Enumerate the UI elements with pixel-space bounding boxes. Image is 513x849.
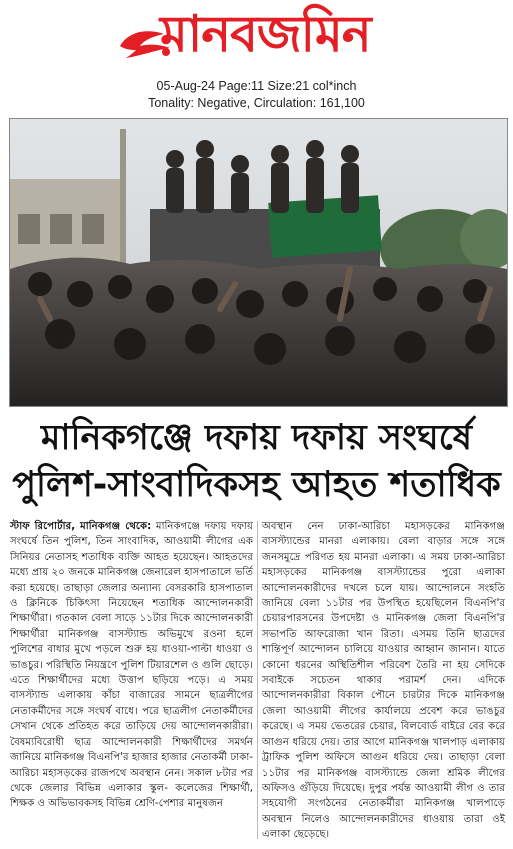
headline-line-1: মানিকগঞ্জে দফায় দফায় সংঘর্ষে <box>40 418 473 458</box>
article-body-part-2: অবস্থান নেন ঢাকা-আরিচা মহাসড়কের মানিকগঞ্জ বাসস্ট্যান্ডের মানরা এলাকায়। বেলা বাড়ার সঙ্গে সঙ্গে জনসমুদ্রে পরিণত হয় মানরা এলাকা। এ সময় ঢাকা-আরিচা মহাসড়কের মানিকগঞ্জ বাসস্ট্যান্ডের পুরো এলাকা আন্দোলনকারীদের দখলে চলে যায়। আন্দোলনে সংহতি জানিয়ে বেলা ১১টার পর উপস্থিত হয়েছিলেন বিএনপি'র চেয়ারপারসনের উপদেষ্টা ও মানিকগঞ্জ জেলা বিএনপি'র সভাপতি আফরোজা খান রিতা। এসময় তিনি ছাত্রদের শান্তিপূর্ণ আন্দোলন চালিয়ে যাওয়ার আহ্বান জানান। যাতে কোনো ধরনের অস্থিতিশীল পরিবেশ তৈরি না হয় সেদিকে সবাইকে সচেতন থাকার পরামর্শ দেন। এদিকে আন্দোলনকারীরা বিকাল পৌনে চারটার দিকে মানিকগঞ্জ জেলা আওয়ামী লীগের কার্যালয়ে প্রবেশ করে ভাঙচুর করেছে। এ সময় ভেতরের চেয়ার, বিলবোর্ড বাইরে বের করে আগুন ধরিয়ে দেয়। তার আগে মানিকগঞ্জ খালপাড় এলাকায় ট্রাফিক পুলিশ অফিসে আগুন ধরিয়ে দেয়। তাছাড়া বেলা ১১টার পর মানিকগঞ্জ বাসস্ট্যান্ডে জেলা শ্রমিক লীগের অফিসও গুঁড়িয়ে দিয়েছে। দুপুর পর্যন্ত আওয়ামী লীগ ও তার সহযোগী সংগঠনের নেতাকর্মীরা মানিকগঞ্জ খালপাড়ে অবস্থান নিলেও আন্দোলনকারীদের ধাওয়ায় তারা ওই এলাকা ছেড়েছে। <box>262 521 505 841</box>
column-divider <box>257 521 258 839</box>
article-body-part-1: মানিকগঞ্জে দফায় দফায় সংঘর্ষে তিন পুলিশ, তিন সাংবাদিক, আওয়ামী লীগের এক সিনিয়র নেতাসহ শতাধিক ব্যক্তি আহত হয়েছেন। আহতদের মধ্যে প্রায় ২০ জনকে মানিকগঞ্জ জেনারেল হাসপাতালে ভর্তি করা হয়েছে। তাছাড়া জেলার অন্যান্য বেসরকারি হাসপাতাল ও ক্লিনিকে চিকিৎসা নিয়েছেন শতাধিক আন্দোলনকারী শিক্ষার্থীরা। গতকাল বেলা সাড়ে ১১টার দিকে আন্দোলনকারী শিক্ষার্থীরা মানিকগঞ্জ বাসস্ট্যান্ড অভিমুখে রওনা হলে পুলিশের বাধার মুখে পড়লে শুরু হয় ধাওয়া-পাল্টা ধাওয়া ও ভাঙচুর। পরিস্থিতি নিয়ন্ত্রণে পুলিশ টিয়ারশেল ও গুলি ছোড়ে। এতে শিক্ষার্থীদের মধ্যে উত্তাপ ছড়িয়ে পড়ে। এ সময় বাসস্ট্যান্ড এলাকায় কাঁচা বাজারের সামনে ছাত্রলীগের নেতাকর্মীদের সঙ্গে সংঘর্ষ বাধে। পরে ছাত্রলীগ নেতাকর্মীদের সেখান থেকে প্রতিহত করে তাড়িয়ে দেয় আন্দোলনকারীরা। বৈষম্যবিরোধী ছাত্র আন্দোলনকারী শিক্ষার্থীদের সমর্থন জানিয়ে মানিকগঞ্জ বিএনপি'র হাজার হাজার নেতাকর্মী ঢাকা-আরিচা মহাসড়কের রাজপথে অবস্থান নেন। সকাল ৮টার পর থেকে জেলার বিভিন্ন এলাকার স্কুল- কলেজের শিক্ষার্থী, শিক্ষক ও অভিভাবকসহ বিভিন্ন শ্রেণি-পেশার মানুষজন <box>10 521 253 810</box>
article-column-1 <box>10 519 253 812</box>
protest-crowd-photo <box>10 119 507 406</box>
byline: স্টাফ রিপোর্টার, মানিকগঞ্জ থেকে: <box>10 521 152 532</box>
article-column-2 <box>262 519 505 843</box>
news-photo <box>9 118 508 407</box>
masthead <box>0 0 513 76</box>
brand-name: মানবজমিন <box>160 4 371 63</box>
clip-info-line-2: Tonality: Negative, Circulation: 161,100 <box>148 96 365 110</box>
clip-info-line-1: 05-Aug-24 Page:11 Size:21 col*inch <box>156 79 357 93</box>
headline-line-2: পুলিশ-সাংবাদিকসহ আহত শতাধিক <box>12 465 501 505</box>
